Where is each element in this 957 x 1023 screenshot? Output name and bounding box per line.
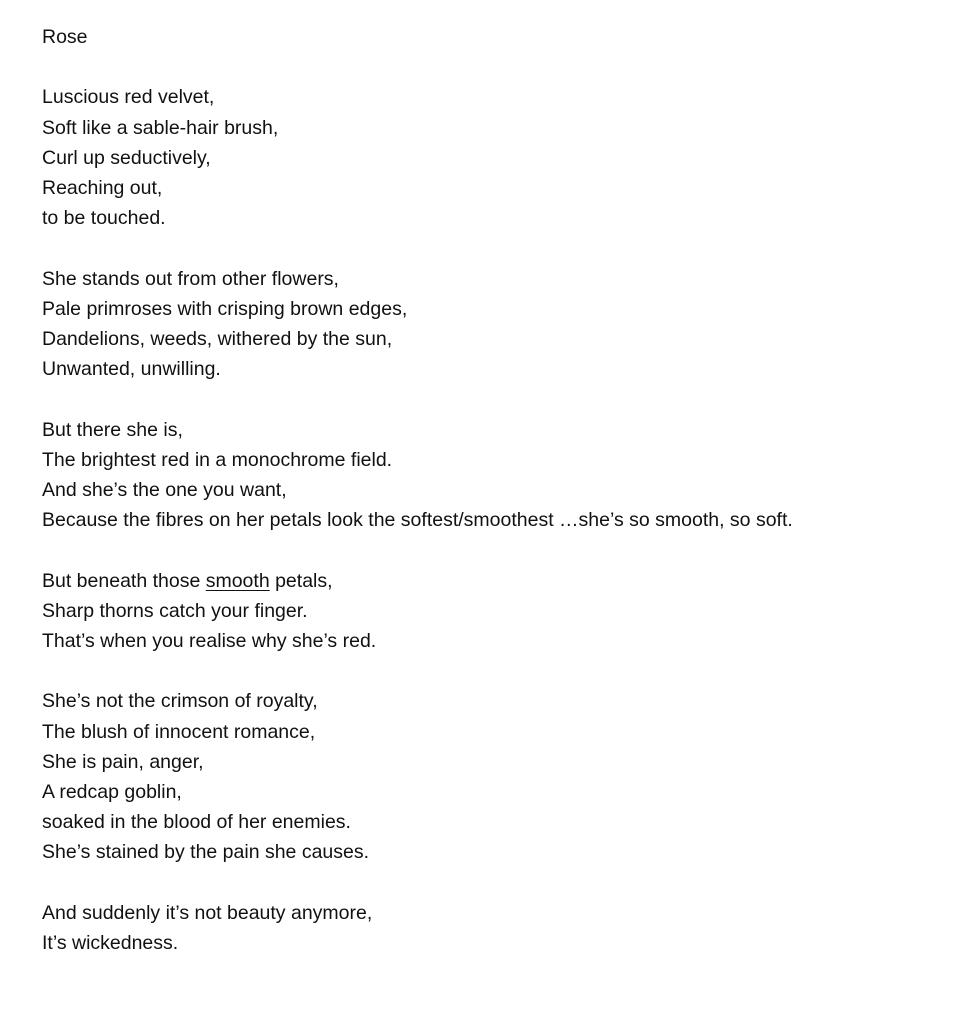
poem-line: A redcap goblin, xyxy=(42,781,182,803)
stanza-2 xyxy=(42,264,942,385)
poem-line: She’s not the crimson of royalty, xyxy=(42,690,318,713)
stanza-4 xyxy=(42,566,942,657)
poem-line: Curl up seductively, xyxy=(42,146,211,169)
stanza-3 xyxy=(42,415,942,536)
poem-line: Soft like a sable-hair brush, xyxy=(42,116,279,139)
poem-text: petals, xyxy=(269,569,333,592)
poem-line: And suddenly it’s not beauty anymore, xyxy=(42,901,373,924)
poem-line: Dandelions, weeds, withered by the sun, xyxy=(42,328,393,350)
underlined-word: smooth xyxy=(205,569,270,592)
document-page xyxy=(42,22,942,958)
poem-line: soaked in the blood of her enemies. xyxy=(42,811,351,834)
poem-line: It’s wickedness. xyxy=(42,932,179,954)
stanza-1 xyxy=(42,82,942,233)
poem-line: to be touched. xyxy=(42,207,166,230)
poem-line xyxy=(42,566,942,596)
poem-line: She is pain, anger, xyxy=(42,750,204,773)
poem-line: She’s stained by the pain she causes. xyxy=(42,841,370,864)
poem-line: Because the fibres on her petals look the softest/smoothest …she’s so smooth, so soft. xyxy=(42,509,793,532)
stanza-5 xyxy=(42,686,942,867)
poem-line: Luscious red velvet, xyxy=(42,86,215,109)
poem-line: That’s when you realise why she’s red. xyxy=(42,630,377,652)
poem-line: Reaching out, xyxy=(42,177,163,199)
poem-line: And she’s the one you want, xyxy=(42,479,287,501)
poem-text: But beneath those xyxy=(42,569,206,592)
poem-line: Pale primroses with crisping brown edges, xyxy=(42,297,408,320)
poem-line: The blush of innocent romance, xyxy=(42,720,316,743)
stanza-6 xyxy=(42,898,942,958)
poem-line: She stands out from other flowers, xyxy=(42,267,339,290)
poem-title: Rose xyxy=(42,26,88,48)
poem-line: The brightest red in a monochrome field. xyxy=(42,448,393,471)
poem-line: But there she is, xyxy=(42,418,183,441)
poem-line: Sharp thorns catch your finger. xyxy=(42,599,308,622)
poem-line: Unwanted, unwilling. xyxy=(42,358,221,381)
